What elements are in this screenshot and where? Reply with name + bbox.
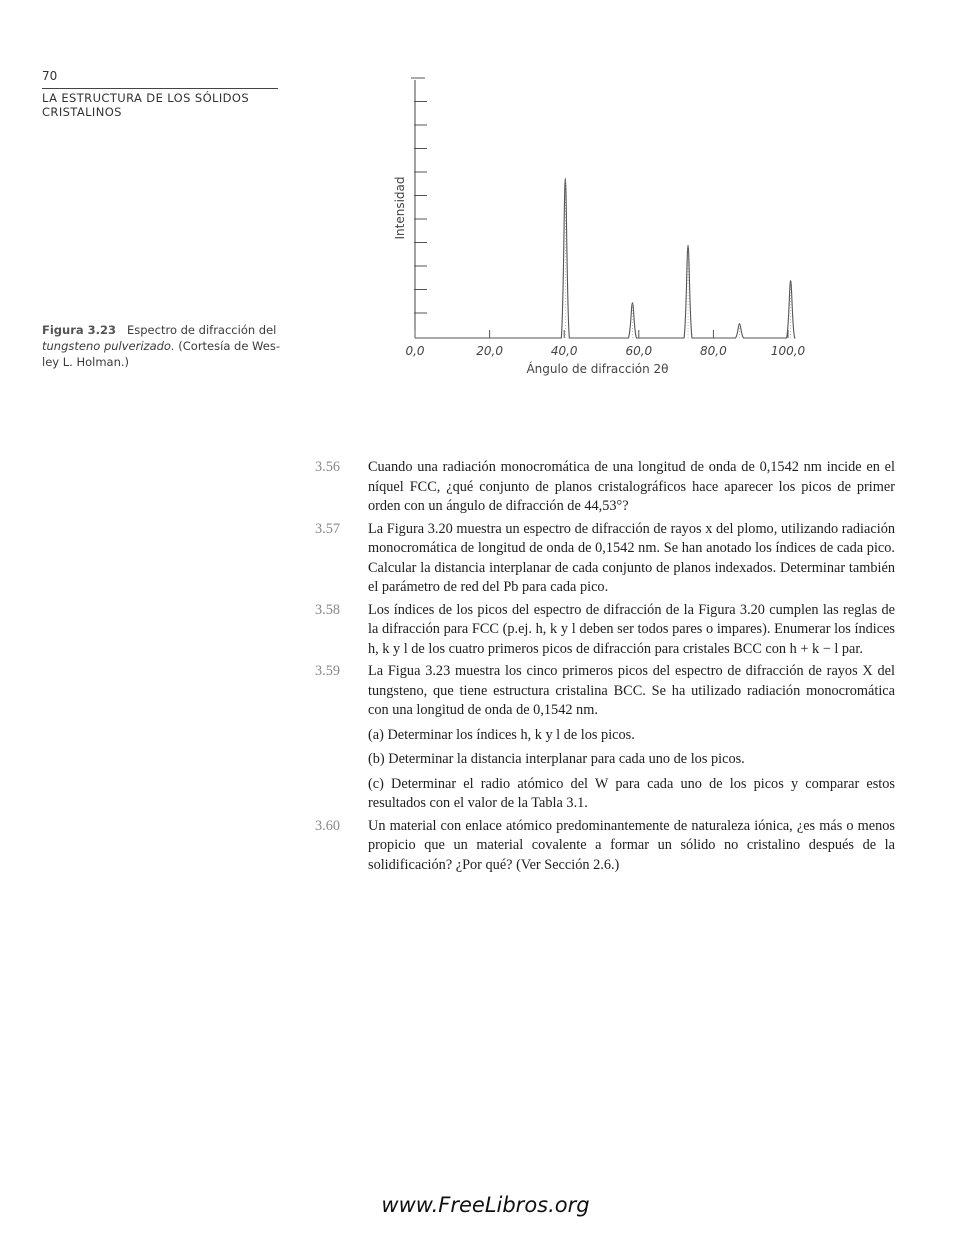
running-title: [42, 91, 282, 119]
header-rule: [42, 88, 278, 89]
problem-body: [368, 458, 895, 517]
problem-subpart: (a) Determinar los índices h, k y l de los picos.: [368, 726, 635, 743]
problem-subpart: (b) Determinar la distancia interplanar para cada uno de los picos.: [368, 751, 745, 767]
intensity-trace: [415, 178, 795, 338]
diffraction-chart: [380, 60, 850, 390]
problem-text: Cuando una radiación monocromática de una longitud de onda de 0,1542 nm incide en el níquel FCC, ¿qué conjunto de planos cristalográficos hace aparecer los picos de primer orden con un ángulo de difracción de 44,53°?: [368, 459, 895, 514]
problem-item: [315, 458, 895, 517]
x-axis-label: Ángulo de difracción 2θ: [526, 362, 669, 376]
problem-text: La Figua 3.23 muestra los cinco primeros picos del espectro de difracción de rayos X del tungsteno, que tiene estructura cristalina BCC. Se ha utilizado radiación monocromática con una longitud de onda de 0,1542 nm.: [368, 663, 895, 718]
problem-text: La Figura 3.20 muestra un espectro de difracción de rayos x del plomo, utilizando radiación monocromática de longitud de onda de 0,1542 nm. Se han anotado los índices de cada pico. Calcular la distancia interplanar de cada conjunto de planos indexados. Determinar también el parámetro de red del Pb para cada pico.: [368, 520, 895, 595]
running-title-line2: CRISTALINOS: [42, 105, 122, 119]
running-title-line1: LA ESTRUCTURA DE LOS SÓLIDOS: [42, 91, 250, 105]
figure-caption: [42, 322, 300, 370]
problems-list: [315, 458, 895, 878]
x-tick-label: 60,0: [625, 344, 653, 358]
problem-number: 3.59: [315, 663, 341, 679]
problem-body: [368, 520, 895, 598]
problem-number: 3.60: [315, 817, 341, 834]
figure-label: Figura 3.23: [42, 323, 117, 337]
caption-text-1: Espectro de difracción del: [127, 323, 277, 337]
caption-text-3: (Cortesía de Wes-: [178, 339, 280, 353]
problem-subpart: (c) Determinar el radio atómico del W para cada uno de los picos y comparar estos resultados con el valor de la Tabla 3.1.: [368, 775, 895, 811]
problem-number: 3.57: [315, 520, 341, 537]
problem-number: 3.56: [315, 459, 341, 475]
problem-number: 3.58: [315, 601, 341, 618]
problem-item: [315, 662, 895, 814]
problem-body: [368, 601, 895, 660]
problem-text: Un material con enlace atómico predominantemente de naturaleza iónica, ¿es más o menos propicio que un material covalente a formar un sólido no cristalino después de la solidificación? ¿Por qué? (Ver Sección 2.6.): [368, 817, 895, 873]
problem-item: [315, 601, 895, 660]
x-tick-label: 40,0: [550, 344, 578, 358]
problem-item: [315, 520, 895, 598]
problem-text: Los índices de los picos del espectro de difracción de la Figura 3.20 cumplen las reglas de la difracción para FCC (p.ej. h, k y l deben ser todos pares o impares). Enumerar los índices h, k y l de los cuatro primeros picos de difracción para cristales BCC con h + k − l par.: [368, 601, 895, 657]
caption-text-4: ley L. Holman.): [42, 355, 130, 369]
caption-text-2: tungsteno pulverizado.: [42, 339, 175, 353]
problem-body: [368, 662, 895, 814]
y-axis-label: Intensidad: [393, 176, 407, 240]
x-tick-label: 80,0: [700, 344, 727, 358]
problem-item: [315, 817, 895, 876]
page-number: 70: [42, 69, 58, 83]
x-tick-label: 100,0: [770, 344, 806, 358]
x-tick-label: 0,0: [405, 344, 425, 358]
problem-body: [368, 817, 895, 876]
footer-watermark: www.FreeLibros.org: [381, 1193, 590, 1217]
x-tick-label: 20,0: [476, 344, 503, 358]
